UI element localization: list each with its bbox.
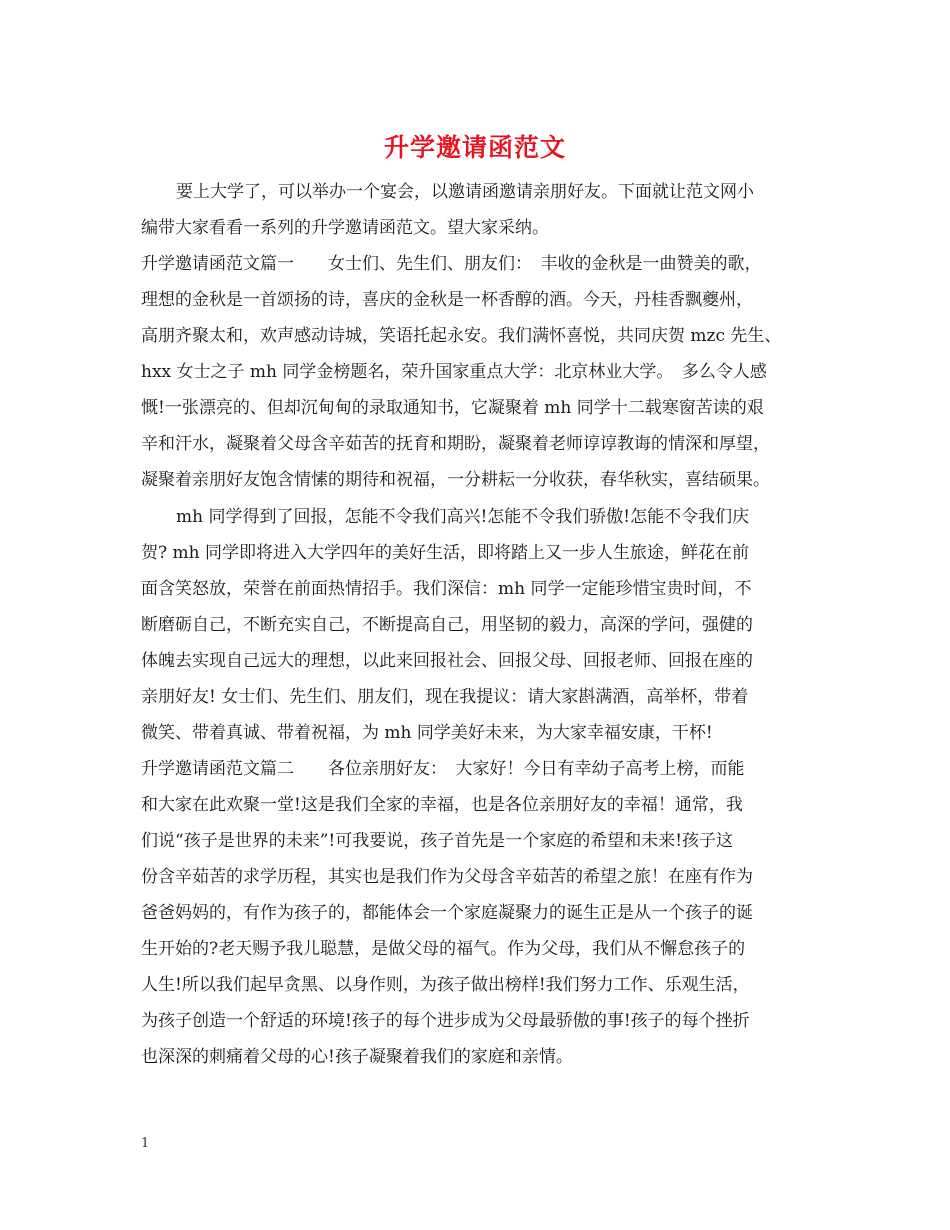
body-line: 人生!所以我们起早贪黑、以身作则，为孩子做出榜样!我们努力工作、乐观生活， bbox=[141, 975, 750, 995]
body-line: 面含笑怒放，荣誉在前面热情招手。我们深信：mh 同学一定能珍惜宝贵时间，不 bbox=[141, 579, 752, 599]
body-line: 微笑、带着真诚、带着祝福，为 mh 同学美好未来，为大家幸福安康，干杯! bbox=[141, 723, 713, 743]
body-line: 生开始的?老天赐予我儿聪慧，是做父母的福气。作为父母，我们从不懈怠孩子的 bbox=[141, 939, 746, 959]
body-line: 也深深的刺痛着父母的心!孩子凝聚着我们的家庭和亲情。 bbox=[141, 1047, 573, 1067]
body-line: 为孩子创造一个舒适的环境!孩子的每个进步成为父母最骄傲的事!孩子的每个挫折 bbox=[141, 1011, 750, 1031]
body-line: 份含辛茹苦的求学历程，其实也是我们作为父母含辛茹苦的希望之旅！在座有作为 bbox=[141, 867, 753, 887]
body-line: 体魄去实现自己远大的理想，以此来回报社会、回报父母、回报老师、回报在座的 bbox=[141, 651, 753, 671]
body-line: 贺? mh 同学即将进入大学四年的美好生活，即将踏上又一步人生旅途，鲜花在前 bbox=[141, 543, 749, 563]
body-line: 要上大学了，可以举办一个宴会，以邀请函邀请亲朋好友。下面就让范文网小 bbox=[176, 182, 754, 202]
body-line: 理想的金秋是一首颂扬的诗，喜庆的金秋是一杯香醇的酒。今天，丹桂香飘夔州， bbox=[141, 290, 753, 310]
body-line: 慨!一张漂亮的、但却沉甸甸的录取通知书，它凝聚着 mh 同学十二载寒窗苦读的艰 bbox=[141, 398, 764, 418]
body-line: 凝聚着亲朋好友饱含情愫的期待和祝福，一分耕耘一分收获，春华秋实，喜结硕果。 bbox=[141, 470, 770, 490]
body-line: hxx 女士之子 mh 同学金榜题名，荣升国家重点大学：北京林业大学。 多么令人感 bbox=[141, 362, 767, 382]
body-line: 们说“孩子是世界的未来”!可我要说，孩子首先是一个家庭的希望和未来!孩子这 bbox=[141, 831, 734, 851]
body-line: 爸爸妈妈的，有作为孩子的，都能体会一个家庭凝聚力的诞生正是从一个孩子的诞 bbox=[141, 903, 753, 923]
body-line: 辛和汗水，凝聚着父母含辛茹苦的抚育和期盼，凝聚着老师谆谆教诲的情深和厚望， bbox=[141, 434, 770, 454]
body-line: 亲朋好友! 女士们、先生们、朋友们，现在我提议：请大家斟满酒，高举杯，带着 bbox=[141, 687, 749, 707]
page-title: 升学邀请函范文 bbox=[383, 133, 566, 162]
body-line: 断磨砺自己，不断充实自己，不断提高自己，用坚韧的毅力，高深的学问，强健的 bbox=[141, 615, 753, 635]
body-line: 升学邀请函范文篇二 各位亲朋好友： 大家好！今日有幸幼子高考上榜，而能 bbox=[141, 759, 745, 779]
body-line: 和大家在此欢聚一堂!这是我们全家的幸福，也是各位亲朋好友的幸福！通常，我 bbox=[141, 795, 743, 815]
body-line: 编带大家看看一系列的升学邀请函范文。望大家采纳。 bbox=[141, 218, 549, 238]
body-line: 高朋齐聚太和，欢声感动诗城，笑语托起永安。我们满怀喜悦，共同庆贺 mzc 先生、 bbox=[141, 326, 782, 346]
body-line: mh 同学得到了回报，怎能不令我们高兴!怎能不令我们骄傲!怎能不令我们庆 bbox=[176, 507, 750, 527]
page-number: 1 bbox=[141, 1136, 150, 1151]
body-line: 升学邀请函范文篇一 女士们、先生们、朋友们： 丰收的金秋是一曲赞美的歌， bbox=[141, 254, 762, 274]
